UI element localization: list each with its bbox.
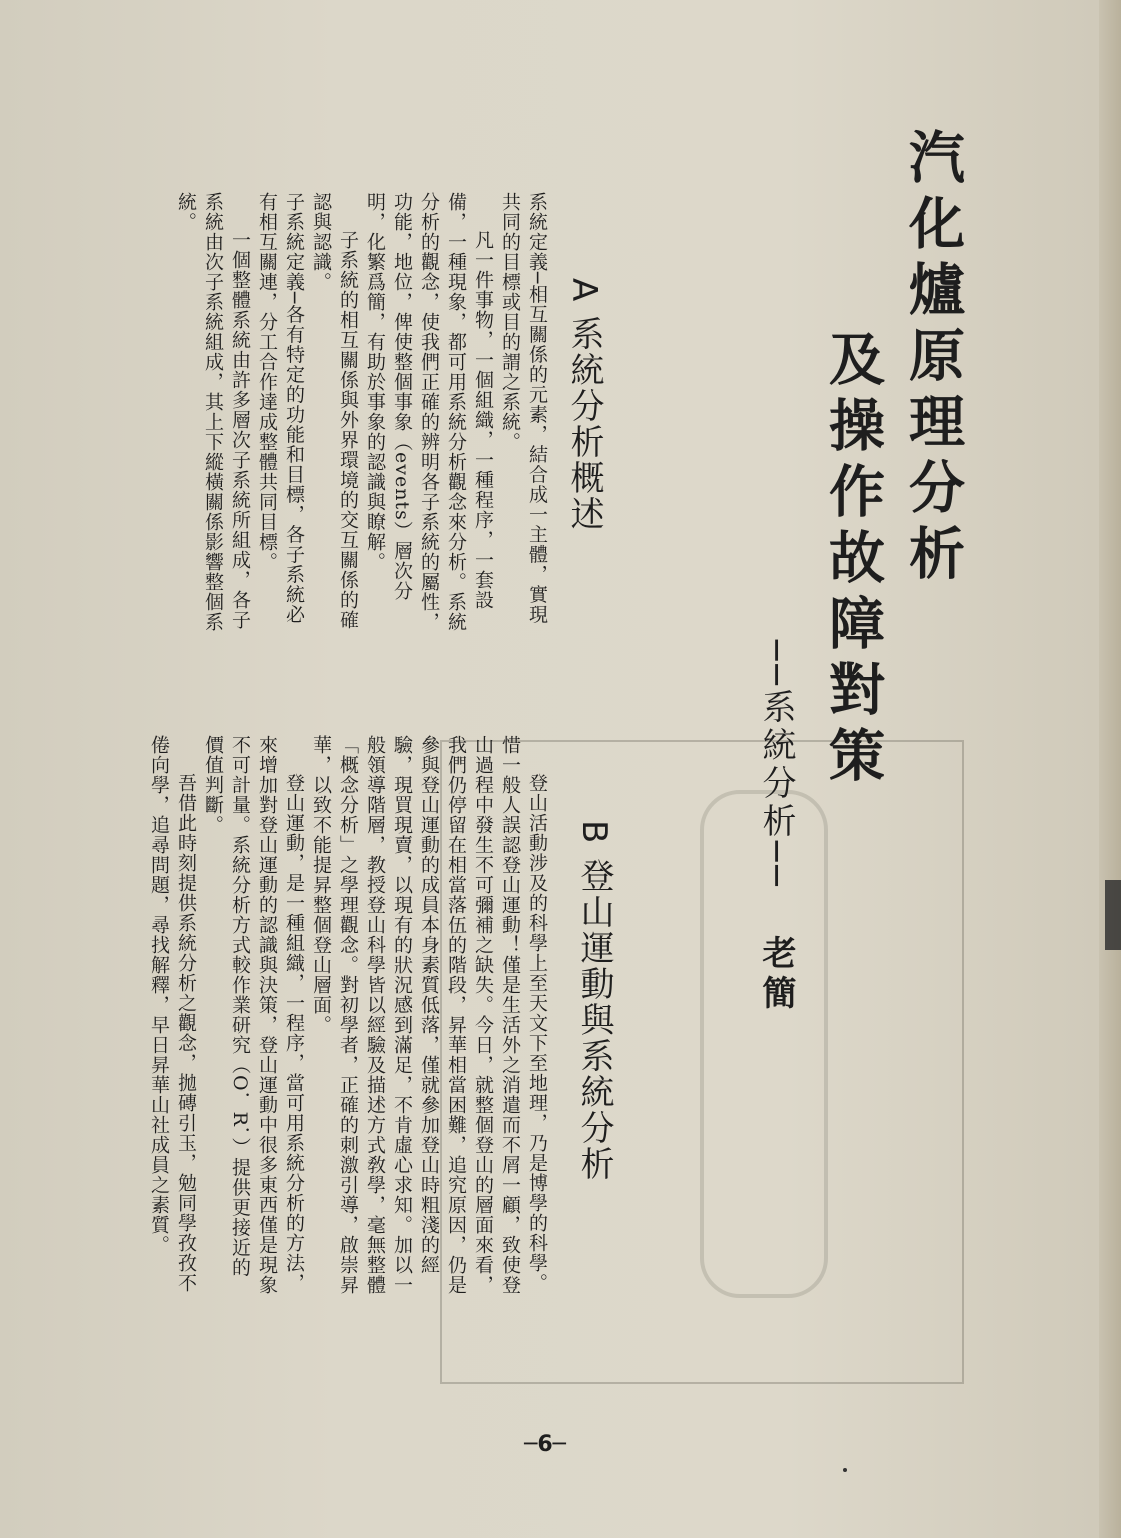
definition-paragraph: 子系統定義─各有特定的功能和目標，各子系統必有相互關連，分工合作達成整體共同目標。 xyxy=(256,192,305,625)
article-title-line2: 及操作故障對策 xyxy=(820,330,885,792)
page-edge xyxy=(1099,0,1121,1538)
body-paragraph: 子系統的相互關係與外界環境的交互關係的確認與認識。 xyxy=(310,192,359,630)
section-a-heading: A 系統分析概述 xyxy=(564,278,604,533)
page-number: ─6─ xyxy=(524,1432,566,1457)
definition-paragraph: 系統定義─相互關係的元素，結合成一主體，實現共同的目標或目的謂之系統。 xyxy=(499,192,548,625)
body-paragraph: 凡一件事物，一個組織，一種程序，一套設備，一種現象，都可用系統分析觀念來分析。系統分析的觀念，使我們正確的辨明各子系統的屬性，功能，地位，俾使整個事象（events）層次分明，化繁爲簡，有助於事象的認識與瞭解。 xyxy=(364,192,494,632)
article-title: 汽化爐原理分析 xyxy=(900,128,965,590)
ink-speck xyxy=(843,1468,847,1472)
body-paragraph: 登山運動，是一種組織，一程序，當可用系統分析的方法，來增加對登山運動的認識與決策，登山運動中很多東西僅是現象不可計量。系統分析方式較作業研究（O．R．）提供更接近的價值判斷。 xyxy=(202,735,305,1295)
section-a-body xyxy=(80,192,550,632)
section-b-body xyxy=(80,735,550,1295)
article-subtitle: ──系統分析── xyxy=(756,640,796,890)
binding-mark xyxy=(1105,880,1121,950)
section-b-heading: B 登山運動與系統分析 xyxy=(574,820,614,1183)
author-name: 老簡 xyxy=(756,935,796,1015)
body-paragraph: 吾借此時刻提供系統分析之觀念，拋磚引玉，勉同學孜孜不倦向學，追尋問題，尋找解釋，早日昇華山社成員之素質。 xyxy=(148,735,197,1293)
body-paragraph: 一個整體系統由許多層次子系統所組成，各子系統由次子系統組成，其上下縱橫關係影響整個系統。 xyxy=(175,192,251,632)
body-paragraph: 登山活動涉及的科學上至天文下至地理，乃是博學的科學。惜一般人誤認登山運動！僅是生活外之消遣而不屑一顧，致使登山過程中發生不可彌補之缺失。今日，就整個登山的層面來看，我們仍停留在相當落伍的階段，昇華相當困難，追究原因，仍是參與登山運動的成員本身素質低落，僅就參加登山時粗淺的經驗，現買現賣，以現有的狀況感到滿足，不肯虛心求知。加以一般領導階層，教授登山科學皆以經驗及描述方式敎學，毫無整體「概念分析」之學理觀念。對初學者，正確的刺激引導，啟崇昇華，以致不能提昇整個登山層面。 xyxy=(310,735,548,1295)
